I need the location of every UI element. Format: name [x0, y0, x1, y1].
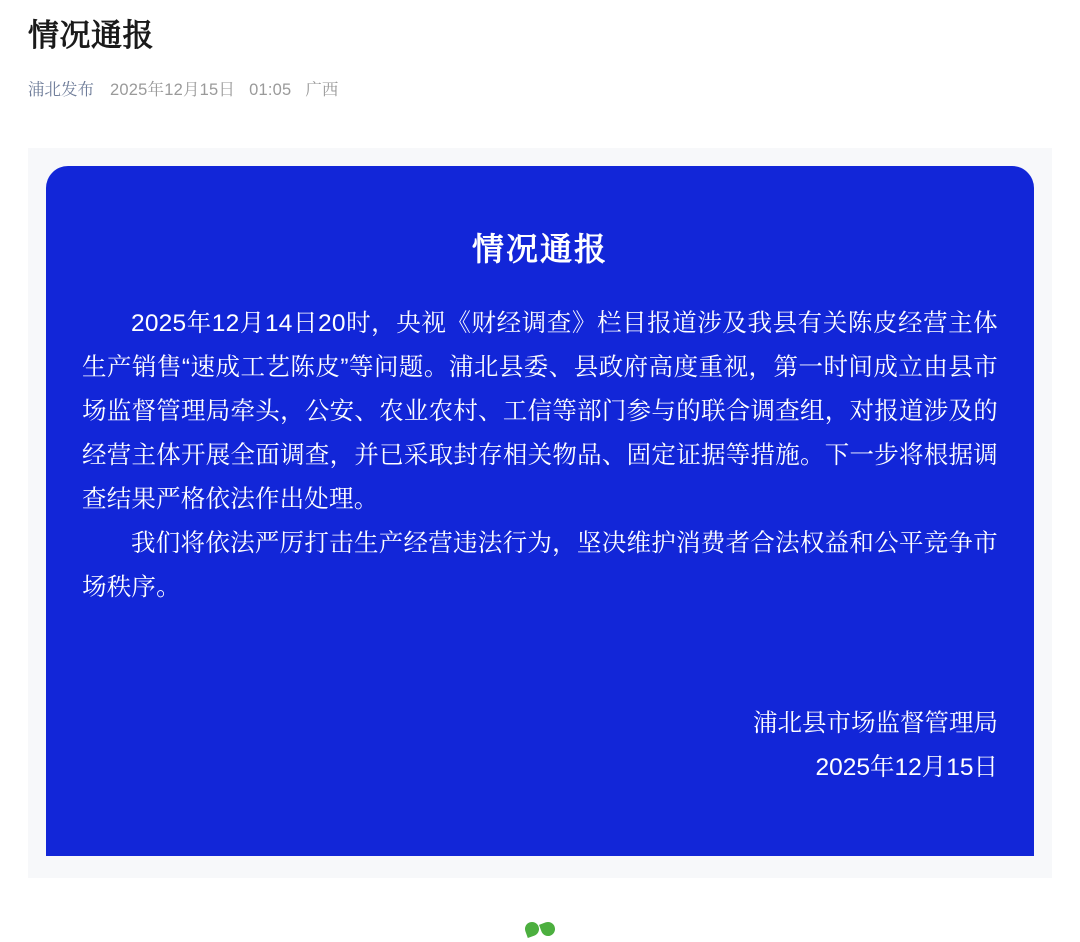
notice-paragraph-1: 2025年12月14日20时，央视《财经调查》栏目报道涉及我县有关陈皮经营主体生产销售“速成工艺陈皮”等问题。浦北县委、县政府高度重视，第一时间成立由县市场监督管理局牵头，公安、农业农村、工信等部门参与的联合调查组，对报道涉及的经营主体开展全面调查，并已采取封存相关物品、固定证据等措施。下一步将根据调查结果严格依法作出处理。 [82, 310, 998, 513]
footer-mark [0, 914, 1080, 940]
notice-image-frame [28, 148, 1052, 878]
notice-title: 情况通报 [471, 231, 608, 267]
notice-body [82, 302, 998, 610]
meta-time: 01:05 [249, 81, 292, 99]
notice-card [46, 166, 1034, 856]
meta-source[interactable]: 浦北发布 [28, 81, 94, 99]
notice-paragraph-2: 我们将依法严厉打击生产经营违法行为，坚决维护消费者合法权益和公平竞争市场秩序。 [82, 530, 998, 601]
notice-signature [82, 702, 998, 790]
article-header [0, 0, 1080, 102]
article-content [0, 148, 1080, 878]
meta-date: 2025年12月15日 [110, 81, 236, 99]
signature-issuer: 浦北县市场监督管理局 [753, 710, 998, 737]
page-title: 情况通报 [28, 18, 154, 53]
signature-date: 2025年12月15日 [815, 754, 998, 781]
meta-location: 广西 [305, 81, 339, 99]
clover-icon [525, 916, 555, 940]
article-meta [28, 78, 1052, 102]
